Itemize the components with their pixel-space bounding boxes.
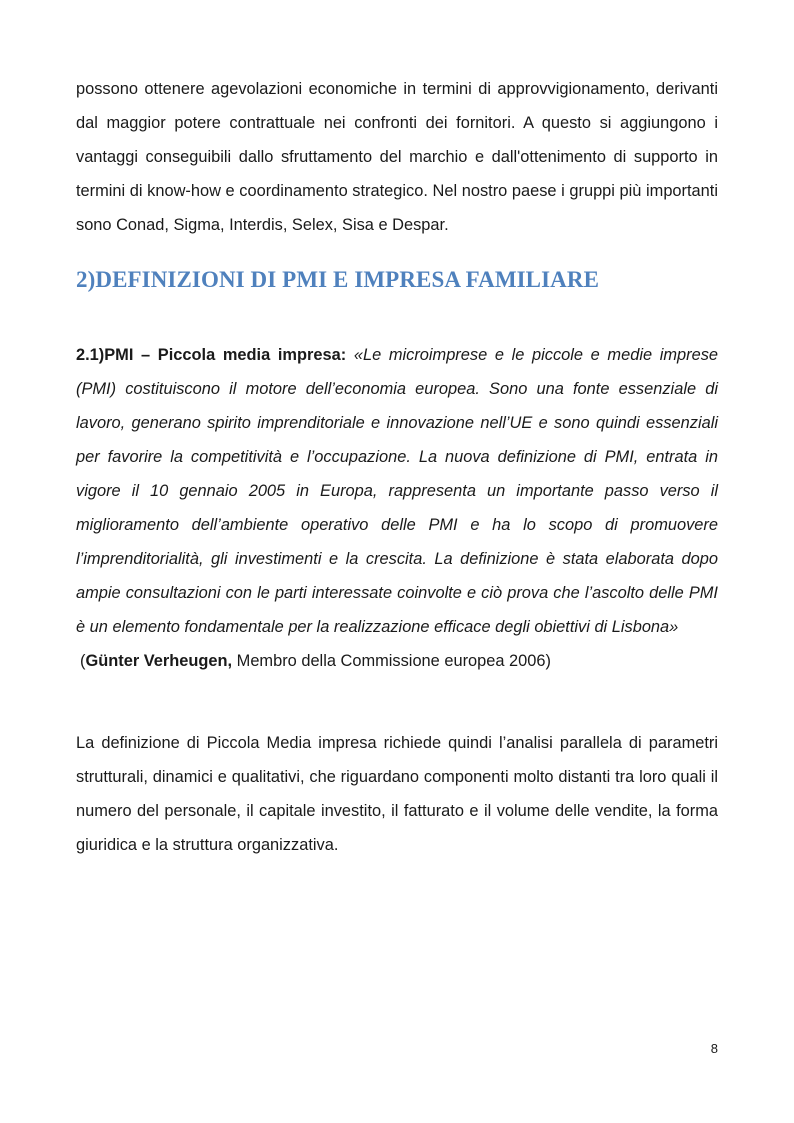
- intro-paragraph: possono ottenere agevolazioni economiche in termini di approvvigionamento, derivanti dal maggior potere contrattuale nei confronti dei fornitori. A questo si aggiungono i vantaggi conseguibili dallo sfruttamento del marchio e dall'ottenimento di supporto in termini di know-how e coordinamento strategico. Nel nostro paese i gruppi più importanti sono Conad, Sigma, Interdis, Selex, Sisa e Despar.: [76, 80, 718, 234]
- section-2-1: [76, 338, 718, 678]
- attribution-role: Membro della Commissione europea 2006): [232, 652, 551, 670]
- attribution-open: (: [80, 652, 86, 670]
- page-content: [76, 72, 718, 862]
- section-heading: 2)DEFINIZIONI DI PMI E IMPRESA FAMILIARE: [76, 267, 600, 292]
- attribution-name: Günter Verheugen,: [85, 652, 233, 670]
- quote-attribution: [76, 644, 718, 678]
- subsection-heading: 2.1)PMI – Piccola media impresa:: [76, 346, 347, 364]
- page-number: 8: [710, 1041, 718, 1056]
- pmi-definition-paragraph: [76, 338, 718, 644]
- quote-text: «Le microimprese e le piccole e medie imprese (PMI) costituiscono il motore dell’economia europea. Sono una fonte essenziale di lavoro, generano spirito imprenditoriale e innovazione nell’UE e sono quindi essenziali per favorire la competitività e l’occupazione. La nuova definizione di PMI, entrata in vigore il 10 gennaio 2005 in Europa, rappresenta un importante passo verso il miglioramento dell’ambiente operativo delle PMI e ha lo scopo di promuovere l’imprenditorialità, gli investimenti e la crescita. La definizione è stata elaborata dopo ampie consultazioni con le parti interessate coinvolte e ciò prova che l’ascolto delle PMI è un elemento fondamentale per la realizzazione efficace degli obiettivi di Lisbona»: [76, 346, 719, 636]
- closing-paragraph: La definizione di Piccola Media impresa richiede quindi l’analisi parallela di parametri strutturali, dinamici e qualitativi, che riguardano componenti molto distanti tra loro quali il numero del personale, il capitale investito, il fatturato e il volume delle vendite, la forma giuridica e la struttura organizzativa.: [76, 734, 718, 854]
